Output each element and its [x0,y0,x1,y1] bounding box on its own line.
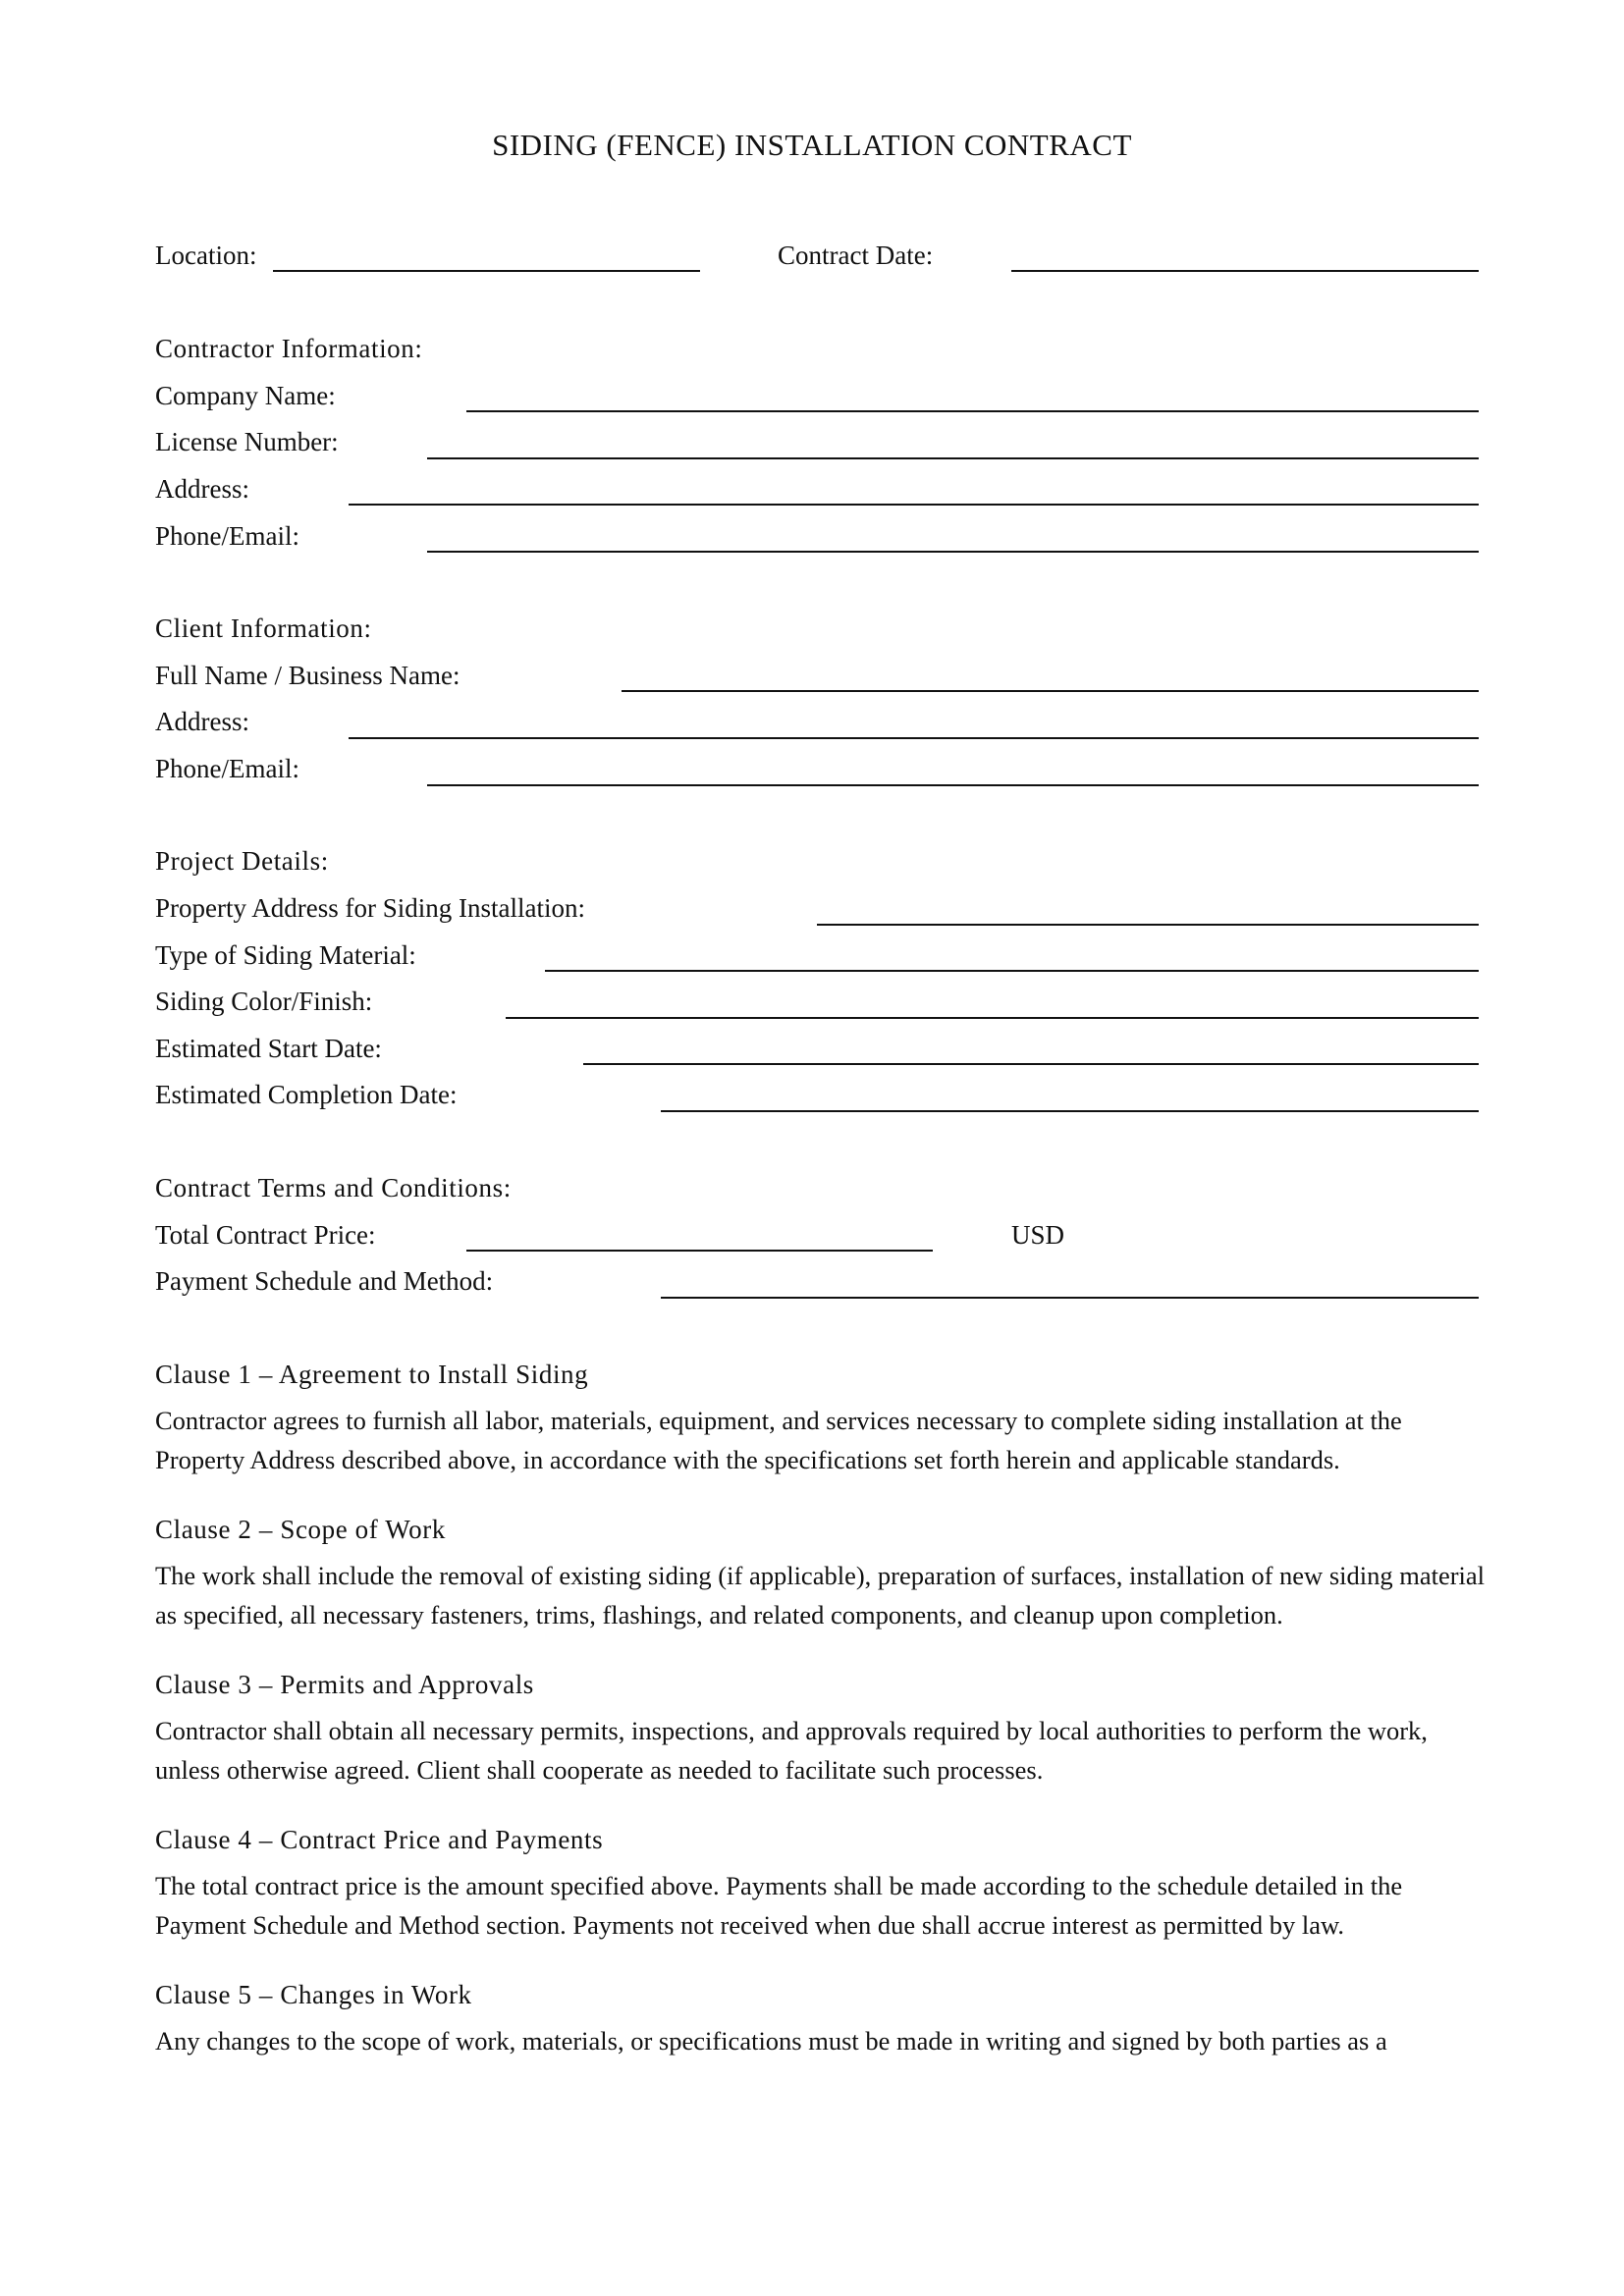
license-number-field[interactable] [427,457,1479,459]
siding-material-label: Type of Siding Material: [155,940,416,970]
client-phone-email-label: Phone/Email: [155,754,299,783]
client-full-name-label: Full Name / Business Name: [155,661,460,690]
payment-schedule-field[interactable] [661,1297,1479,1299]
currency-label: USD [1011,1220,1065,1250]
contractor-address-label: Address: [155,474,249,504]
client-phone-email-field[interactable] [427,784,1479,786]
client-full-name-field[interactable] [622,690,1479,692]
client-address-label: Address: [155,707,249,736]
location-label: Location: [155,240,257,270]
terms-section-heading: Contract Terms and Conditions: [155,1173,512,1202]
clause-1-heading: Clause 1 – Agreement to Install Siding [155,1360,589,1389]
clause-2-heading: Clause 2 – Scope of Work [155,1515,446,1544]
contract-date-field[interactable] [1011,270,1479,272]
clause-5-text: Any changes to the scope of work, materials, or specifications must be made in writing and signed by both parties as a [155,2026,1387,2056]
clause-2-text: The work shall include the removal of existing siding (if applicable), preparation of surfaces, installation of new siding material as specified, all necessary fasteners, trims, flashings, and related components, and cleanup upon completion. [155,1561,1486,1629]
clause-3-heading: Clause 3 – Permits and Approvals [155,1670,534,1699]
start-date-label: Estimated Start Date: [155,1034,382,1063]
company-name-label: Company Name: [155,381,336,410]
company-name-field[interactable] [466,410,1479,412]
document-title: SIDING (FENCE) INSTALLATION CONTRACT [492,128,1132,162]
contractor-phone-email-field[interactable] [427,551,1479,553]
clause-4-heading: Clause 4 – Contract Price and Payments [155,1825,604,1854]
start-date-field[interactable] [583,1063,1479,1065]
property-address-label: Property Address for Siding Installation: [155,893,585,923]
clause-3-text: Contractor shall obtain all necessary permits, inspections, and approvals required by local authorities to perform the work, unless otherwise agreed. Client shall cooperate as needed to facilitate such processes. [155,1716,1428,1785]
siding-color-finish-label: Siding Color/Finish: [155,987,373,1016]
property-address-field[interactable] [817,924,1479,926]
clause-1-text: Contractor agrees to furnish all labor, materials, equipment, and services necessary to complete siding installation at the Property Address described above, in accordance with the specifications set forth herein and applicable standards. [155,1406,1402,1474]
project-section-heading: Project Details: [155,846,329,876]
client-address-field[interactable] [349,737,1479,739]
siding-color-finish-field[interactable] [506,1017,1479,1019]
siding-material-field[interactable] [545,970,1479,972]
client-section-heading: Client Information: [155,614,372,643]
clause-4-text: The total contract price is the amount specified above. Payments shall be made according to the schedule detailed in the Payment Schedule and Method section. Payments not received when due shall accrue interest as permitted by law. [155,1871,1403,1940]
contractor-phone-email-label: Phone/Email: [155,521,299,551]
contractor-address-field[interactable] [349,504,1479,506]
total-price-field[interactable] [466,1250,933,1252]
payment-schedule-label: Payment Schedule and Method: [155,1266,494,1296]
clause-5-heading: Clause 5 – Changes in Work [155,1980,472,2009]
location-field[interactable] [273,270,700,272]
completion-date-label: Estimated Completion Date: [155,1080,458,1109]
completion-date-field[interactable] [661,1110,1479,1112]
license-number-label: License Number: [155,427,339,456]
total-price-label: Total Contract Price: [155,1220,376,1250]
contractor-section-heading: Contractor Information: [155,334,423,363]
contract-date-label: Contract Date: [778,240,934,270]
